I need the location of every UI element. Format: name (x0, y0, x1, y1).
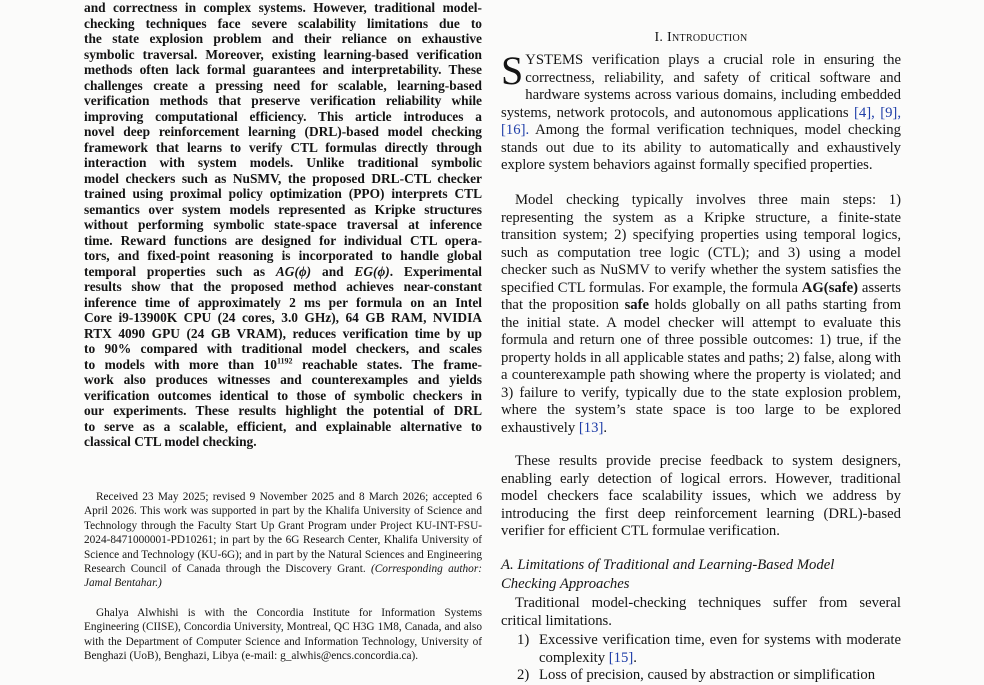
list-item-text: Excessive verification time, even for systems with moderate complexity (539, 632, 901, 666)
limitations-intro: Traditional model-checking techniques suffer from several critical limitations. (501, 595, 901, 629)
limitations-list (501, 632, 901, 685)
intro-paragraph-1 (501, 48, 901, 175)
list-item-number: 2) (517, 667, 530, 683)
subsection-title-line2: Checking Approaches (501, 576, 630, 592)
abstract-line: results show that the proposed method achieves near-constant (84, 279, 482, 294)
abstract-line: to 90% compared with traditional model checkers, and scales (84, 341, 482, 356)
abstract-line: verification methods that preserve verification reliability while (84, 93, 482, 108)
intro-p2-b: asserts that the proposition (501, 279, 901, 313)
intro-p2-a: Model checking typically involves three main steps: 1) representing the system as a Kripke structure, a finite-state transition system; 2) specifying properties using temporal logics, such as computation tree logic (CTL); and 3) using a model checker such as NuSMV to verify whether the system satisfies the specified CTL formulas. For example, the formula (501, 192, 901, 296)
abstract-line: and correctness in complex systems. However, traditional model- (84, 0, 482, 15)
footnote-author: Ghalya Alwhishi is with the Concordia Institute for Information Systems Engineering (CIISE), Concordia University, Montreal, QC H3G 1M8, Canada, and also with the Department of Computer Science and Information Technology, University of Benghazi (UoB), Benghazi, Libya (e-mail: g_alwhis@encs.concordia.ca). (84, 607, 482, 663)
intro-p2-c: holds globally on all paths starting from the initial state. A model checker will attempt to evaluate this formula and return one of three possible outcomes: 1) true, if the property holds in all applicable states and paths; 2) false, along with a counterexample path showing where the property is violated; and 3) failure to verify, typically due to the state explosion problem, where the system’s state space is too large to be explored exhaustively (501, 297, 901, 436)
abstract-line: framework that learns to verify CTL formulas directly through (84, 139, 482, 155)
abstract (84, 0, 482, 450)
abstract-line: semantics over system models represented as Kripke structures (84, 201, 482, 217)
abstract-line: RTX 4090 GPU (24 GB VRAM), reduces verification time by up (84, 325, 482, 341)
footnote-received (84, 490, 482, 591)
abstract-line: our experiments. These results highlight the potential of DRL (84, 403, 482, 418)
abstract-line: tors, and fixed-point reasoning is incorporated to handle global (84, 248, 482, 263)
abstract-line: Core i9-13900K CPU (24 cores, 3.0 GHz), 64 GB RAM, NVIDIA (84, 310, 482, 325)
intro-p2-end: . (603, 419, 608, 436)
section-heading (501, 30, 901, 46)
intro-p1-text: YSTEMS verification plays a crucial role in ensuring the correctness, reliability, and safety of critical software and hardware systems across various domains, including embedded systems, network protocols, and autonomous applications (501, 52, 901, 121)
left-column (84, 0, 482, 663)
abstract-line: inference time of approximately 2 ms per formula on an Intel (84, 294, 482, 310)
abstract-line: novel deep reinforcement learning (DRL)-based model checking (84, 124, 482, 139)
section-numeral: I. (654, 30, 664, 45)
footnote-received-text: Received 23 May 2025; revised 9 November 2025 and 8 March 2026; accepted 6 April 2026. This work was supported in part by the Khalifa University of Science and Technology through the Faculty Start Up Grant Program under Project KU-INT-FSU-2024-8471000001-PD10261; in part by the 6G Research Center, Khalifa University of Science and Technology (KU-6G); and in part by the Natural Sciences and Engineering Research Council of Canada through the Discovery Grant. (84, 491, 482, 576)
intro-p2-citation[interactable]: [13] (578, 419, 604, 436)
abstract-line: time. Reward functions are designed for individual CTL opera- (84, 232, 482, 248)
abstract-line: trained using proximal policy optimization (PPO) interprets CTL (84, 186, 482, 201)
proposition-safe: safe (624, 297, 650, 313)
list-item (501, 632, 901, 667)
list-item-end: . (633, 649, 637, 666)
abstract-line: model checkers such as NuSMV, the proposed DRL-CTL checker (84, 170, 482, 186)
abstract-line: checking techniques face severe scalability limitations due to (84, 15, 482, 31)
abstract-line: improving computational efficiency. This article introduces a (84, 108, 482, 124)
subsection-title-line1: Limitations of Traditional and Learning-Based Model (517, 557, 835, 573)
abstract-line: to serve as a scalable, efficient, and explainable alternative to (84, 418, 482, 434)
abstract-line: challenges create a pressing need for scalable, learning-based (84, 77, 482, 93)
section-title: Introduction (667, 30, 748, 45)
formula-ag-safe: AG(safe) (801, 279, 859, 296)
intro-paragraph-2 (501, 192, 901, 437)
abstract-line: to models with more than $10^{1192}$ reachable states. The frame- (84, 356, 482, 372)
list-item-number: 1) (517, 632, 530, 648)
abstract-line: symbolic traversal. Moreover, existing learning-based verification (84, 46, 482, 62)
subsection-heading (501, 556, 901, 594)
abstract-line: work also produces witnesses and counterexamples and yields (84, 372, 482, 387)
subsection-label: A. (501, 557, 514, 573)
intro-paragraph-3: These results provide precise feedback to system designers, enabling early detection of logical errors. However, traditional model checkers face scalability issues, which we address by introducing the first deep reinforcement learning (DRL)-based verifier for efficient CTL formulae verification. (501, 453, 901, 539)
abstract-line: classical CTL model checking. (84, 434, 257, 449)
dropcap: S (501, 48, 524, 93)
intro-p1-citations[interactable]: [4], [9], [16]. (501, 104, 901, 138)
abstract-line: verification outcomes identical to those of symbolic checkers in (84, 387, 482, 403)
intro-p1-tail: Among the formal verification techniques, model checking stands out due to its ability to automatically and exhaustively explore system behaviors against formally specified properties. (501, 122, 901, 173)
abstract-line: without performing symbolic state-space traversal at inference (84, 217, 482, 232)
abstract-line: temporal properties such as AG(ϕ) and EG(ϕ). Experimental (84, 263, 482, 279)
list-item (501, 667, 901, 685)
abstract-line: the state explosion problem and their reliance on exhaustive (84, 31, 482, 46)
abstract-line: interaction with system models. Unlike traditional symbolic (84, 155, 482, 170)
list-item-text: Loss of precision, caused by abstraction or simplification (539, 667, 876, 683)
abstract-line: methods often lack formal guarantees and interpretability. These (84, 62, 482, 77)
list-item-citation[interactable]: [15] (608, 649, 634, 666)
footnote-corresponding: (Corresponding author: Jamal Bentahar.) (84, 563, 482, 590)
